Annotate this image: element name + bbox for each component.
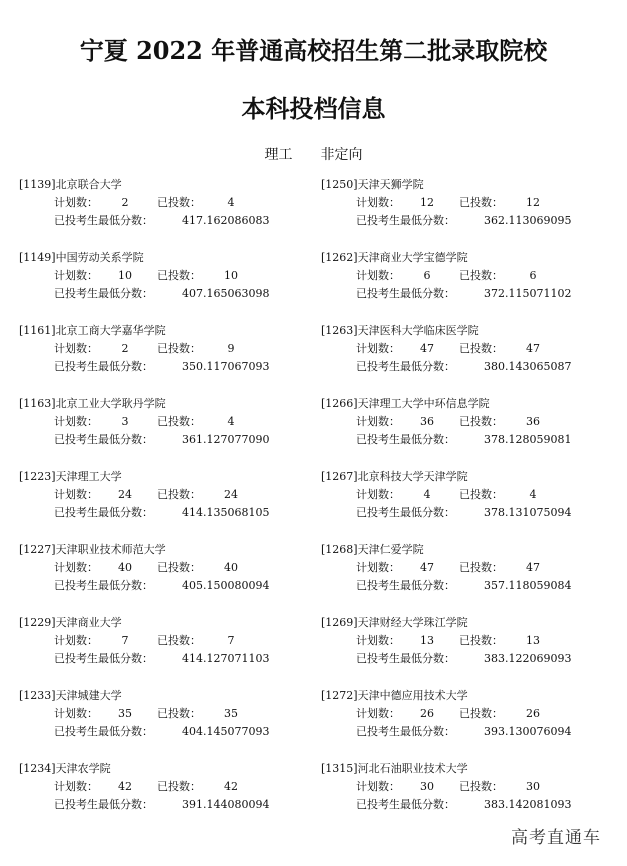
- plan-label: 计划数：: [54, 561, 98, 574]
- plan-label: 计划数：: [54, 780, 98, 793]
- school-code-name: [1227]天津职业技术师范大学: [19, 543, 166, 556]
- min-score-label: 已投考生最低分数：: [54, 579, 153, 592]
- school-code-name: [1267]北京科技大学天津学院: [321, 470, 468, 483]
- min-score-value: 417.162086083: [182, 214, 270, 227]
- min-score-label: 已投考生最低分数：: [54, 287, 153, 300]
- plan-value: 6: [423, 269, 431, 282]
- right-column: [321, 176, 621, 833]
- cast-value: 35: [224, 707, 238, 720]
- school-code-name: [1272]天津中德应用技术大学: [321, 689, 468, 702]
- school-code-name: [1233]天津城建大学: [19, 689, 122, 702]
- plan-label: 计划数：: [356, 196, 400, 209]
- plan-label: 计划数：: [356, 269, 400, 282]
- plan-label: 计划数：: [356, 707, 400, 720]
- cast-value: 4: [227, 196, 235, 209]
- school-entry: [19, 249, 319, 322]
- min-score-label: 已投考生最低分数：: [54, 652, 153, 665]
- plan-label: 计划数：: [356, 780, 400, 793]
- min-score-label: 已投考生最低分数：: [356, 798, 455, 811]
- cast-value: 24: [224, 488, 238, 501]
- cast-value: 42: [224, 780, 238, 793]
- min-score-value: 378.131075094: [484, 506, 572, 519]
- cast-value: 6: [529, 269, 537, 282]
- school-code-name: [1315]河北石油职业技术大学: [321, 762, 468, 775]
- cast-label: 已投数：: [459, 269, 503, 282]
- school-code-name: [1269]天津财经大学珠江学院: [321, 616, 468, 629]
- min-score-label: 已投考生最低分数：: [54, 360, 153, 373]
- plan-label: 计划数：: [54, 415, 98, 428]
- cast-label: 已投数：: [459, 488, 503, 501]
- min-score-value: 380.143065087: [484, 360, 572, 373]
- school-entry: [321, 249, 621, 322]
- school-entry: [321, 541, 621, 614]
- plan-value: 13: [420, 634, 434, 647]
- cast-value: 36: [526, 415, 540, 428]
- school-entry: [19, 176, 319, 249]
- plan-value: 2: [121, 342, 129, 355]
- min-score-label: 已投考生最低分数：: [356, 652, 455, 665]
- cast-label: 已投数：: [459, 196, 503, 209]
- plan-label: 计划数：: [54, 634, 98, 647]
- min-score-label: 已投考生最低分数：: [54, 433, 153, 446]
- min-score-value: 378.128059081: [484, 433, 572, 446]
- cast-value: 47: [526, 342, 540, 355]
- school-code-name: [1149]中国劳动关系学院: [19, 251, 144, 264]
- school-entry: [19, 322, 319, 395]
- min-score-value: 361.127077090: [182, 433, 270, 446]
- min-score-label: 已投考生最低分数：: [356, 579, 455, 592]
- cast-label: 已投数：: [157, 488, 201, 501]
- school-code-name: [1229]天津商业大学: [19, 616, 122, 629]
- min-score-label: 已投考生最低分数：: [356, 360, 455, 373]
- plan-label: 计划数：: [356, 342, 400, 355]
- cast-value: 9: [227, 342, 235, 355]
- cast-value: 26: [526, 707, 540, 720]
- min-score-label: 已投考生最低分数：: [356, 506, 455, 519]
- plan-label: 计划数：: [54, 488, 98, 501]
- cast-label: 已投数：: [459, 561, 503, 574]
- category-label: 理工: [264, 147, 293, 163]
- school-code-name: [1263]天津医科大学临床医学院: [321, 324, 479, 337]
- plan-label: 计划数：: [54, 196, 98, 209]
- min-score-value: 383.122069093: [484, 652, 572, 665]
- cast-label: 已投数：: [157, 634, 201, 647]
- cast-value: 30: [526, 780, 540, 793]
- plan-value: 30: [420, 780, 434, 793]
- cast-value: 4: [529, 488, 537, 501]
- school-code-name: [1161]北京工商大学嘉华学院: [19, 324, 166, 337]
- school-code-name: [1268]天津仁爱学院: [321, 543, 424, 556]
- school-code-name: [1262]天津商业大学宝德学院: [321, 251, 468, 264]
- watermark: 高考直通车: [511, 828, 601, 848]
- plan-label: 计划数：: [54, 342, 98, 355]
- cast-label: 已投数：: [157, 415, 201, 428]
- school-code-name: [1139]北京联合大学: [19, 178, 122, 191]
- plan-value: 12: [420, 196, 434, 209]
- plan-label: 计划数：: [54, 269, 98, 282]
- min-score-label: 已投考生最低分数：: [54, 214, 153, 227]
- school-entry: [321, 176, 621, 249]
- cast-value: 7: [227, 634, 235, 647]
- school-entry: [321, 468, 621, 541]
- plan-value: 47: [420, 342, 434, 355]
- plan-value: 2: [121, 196, 129, 209]
- left-column: [19, 176, 319, 833]
- cast-value: 13: [526, 634, 540, 647]
- category-header: [0, 146, 627, 164]
- school-entry: [321, 395, 621, 468]
- min-score-label: 已投考生最低分数：: [356, 214, 455, 227]
- cast-label: 已投数：: [157, 707, 201, 720]
- page-title: 宁夏 2022 年普通高校招生第二批录取院校: [79, 36, 548, 65]
- school-entry: [321, 322, 621, 395]
- cast-label: 已投数：: [459, 634, 503, 647]
- min-score-value: 404.145077093: [182, 725, 270, 738]
- cast-label: 已投数：: [459, 707, 503, 720]
- min-score-label: 已投考生最低分数：: [54, 506, 153, 519]
- cast-value: 12: [526, 196, 540, 209]
- cast-label: 已投数：: [459, 342, 503, 355]
- plan-value: 10: [118, 269, 132, 282]
- plan-value: 35: [118, 707, 132, 720]
- min-score-label: 已投考生最低分数：: [54, 725, 153, 738]
- min-score-value: 407.165063098: [182, 287, 270, 300]
- school-code-name: [1163]北京工业大学耿丹学院: [19, 397, 166, 410]
- cast-value: 10: [224, 269, 238, 282]
- school-code-name: [1234]天津农学院: [19, 762, 111, 775]
- school-entry: [19, 760, 319, 833]
- cast-label: 已投数：: [157, 196, 201, 209]
- min-score-value: 350.117067093: [182, 360, 270, 373]
- cast-label: 已投数：: [459, 415, 503, 428]
- cast-label: 已投数：: [157, 561, 201, 574]
- plan-value: 40: [118, 561, 132, 574]
- school-entry: [19, 614, 319, 687]
- min-score-value: 362.113069095: [484, 214, 572, 227]
- min-score-label: 已投考生最低分数：: [356, 725, 455, 738]
- min-score-value: 414.127071103: [182, 652, 270, 665]
- plan-label: 计划数：: [356, 561, 400, 574]
- school-entry: [321, 687, 621, 760]
- min-score-label: 已投考生最低分数：: [54, 798, 153, 811]
- cast-value: 40: [224, 561, 238, 574]
- cast-value: 47: [526, 561, 540, 574]
- min-score-value: 383.142081093: [484, 798, 572, 811]
- min-score-value: 405.150080094: [182, 579, 270, 592]
- school-entry: [19, 395, 319, 468]
- subcategory-label: 非定向: [320, 147, 363, 163]
- school-entry: [19, 687, 319, 760]
- min-score-label: 已投考生最低分数：: [356, 287, 455, 300]
- min-score-value: 393.130076094: [484, 725, 572, 738]
- cast-label: 已投数：: [157, 342, 201, 355]
- plan-label: 计划数：: [54, 707, 98, 720]
- plan-label: 计划数：: [356, 415, 400, 428]
- school-entry: [19, 541, 319, 614]
- plan-value: 47: [420, 561, 434, 574]
- plan-value: 4: [423, 488, 431, 501]
- page-subtitle: 本科投档信息: [241, 94, 386, 123]
- school-code-name: [1223]天津理工大学: [19, 470, 122, 483]
- plan-value: 3: [121, 415, 129, 428]
- plan-label: 计划数：: [356, 488, 400, 501]
- min-score-value: 414.135068105: [182, 506, 270, 519]
- min-score-value: 372.115071102: [484, 287, 572, 300]
- cast-label: 已投数：: [157, 269, 201, 282]
- min-score-label: 已投考生最低分数：: [356, 433, 455, 446]
- school-code-name: [1266]天津理工大学中环信息学院: [321, 397, 490, 410]
- plan-label: 计划数：: [356, 634, 400, 647]
- plan-value: 26: [420, 707, 434, 720]
- cast-label: 已投数：: [157, 780, 201, 793]
- school-code-name: [1250]天津天狮学院: [321, 178, 424, 191]
- min-score-value: 391.144080094: [182, 798, 270, 811]
- cast-label: 已投数：: [459, 780, 503, 793]
- plan-value: 24: [118, 488, 132, 501]
- school-entry: [19, 468, 319, 541]
- plan-value: 42: [118, 780, 132, 793]
- plan-value: 7: [121, 634, 129, 647]
- cast-value: 4: [227, 415, 235, 428]
- min-score-value: 357.118059084: [484, 579, 572, 592]
- plan-value: 36: [420, 415, 434, 428]
- school-entry: [321, 614, 621, 687]
